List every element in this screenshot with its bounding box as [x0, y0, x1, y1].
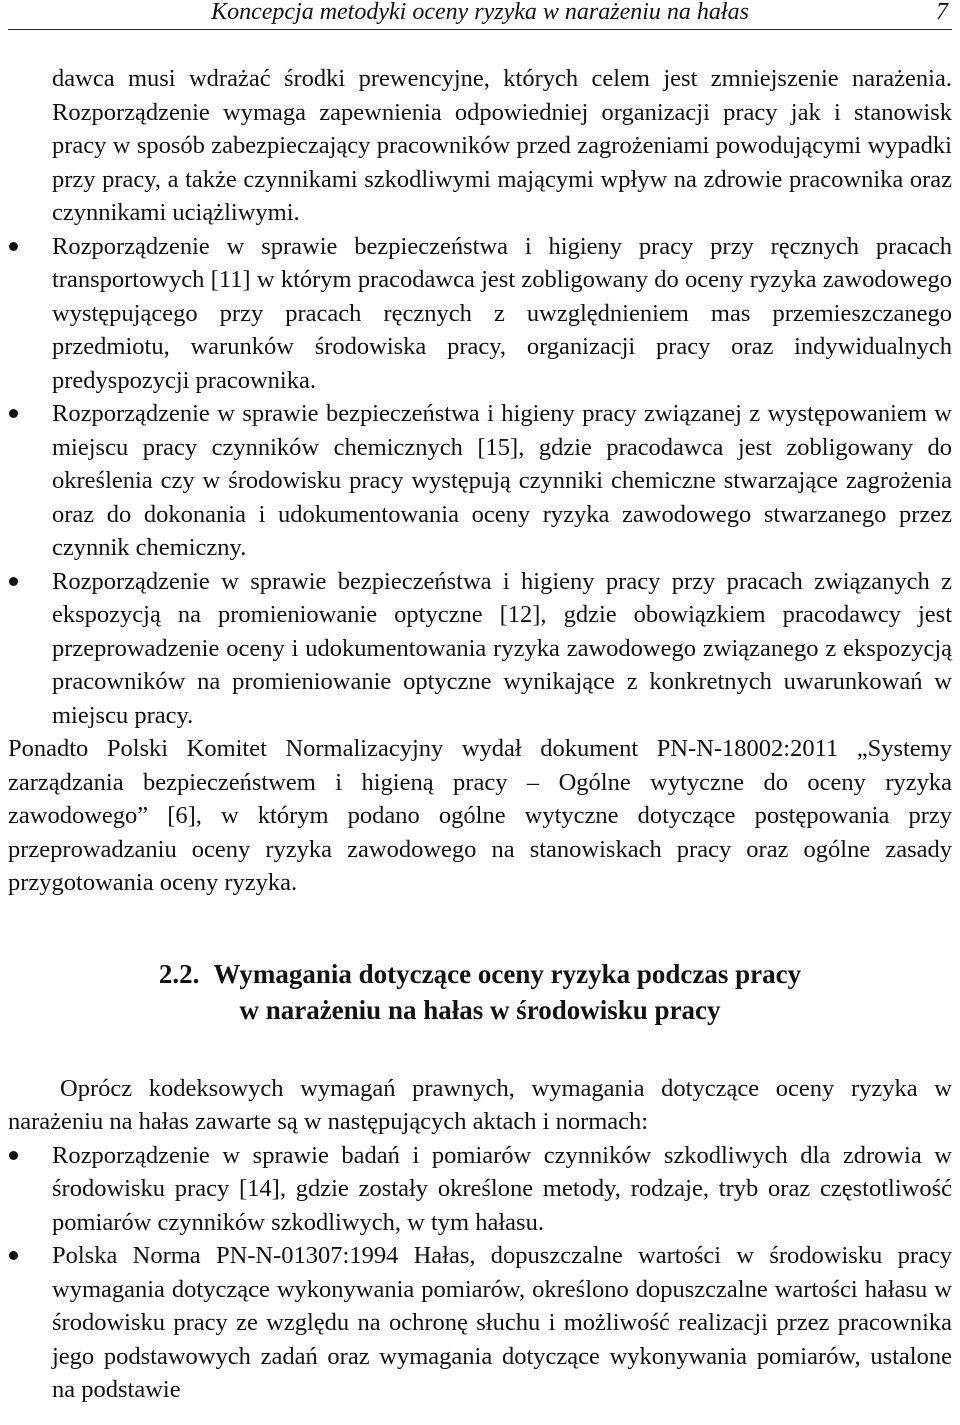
bullet-icon [9, 1251, 18, 1260]
list-item [8, 1139, 952, 1240]
list-item-text: Polska Norma PN-N-01307:1994 Hałas, dopuszczalne wartości w środowisku pracy wymagania dotyczące wykonywania pomiarów, określono dopuszczalne wartości hałasu w środowisku pracy ze względu na ochronę słuchu i możliwość realizacji przez pracownika jego podstawowych zadań oraz wymagania dotyczące wykonywania pomiarów, ustalone na podstawie [52, 1242, 952, 1403]
noise-regulations-list [8, 1139, 952, 1407]
regulations-list [8, 230, 952, 733]
list-item-text: Rozporządzenie w sprawie bezpieczeństwa i higieny pracy przy pracach związanych z ekspozycją na promieniowanie optyczne [12], gdzie obowiązkiem pracodawcy jest przeprowadzenie oceny i udokumentowania ryzyka zawodowego związanego z ekspozycją pracowników na promieniowanie optyczne wynikające z konkretnych uwarunkowań w miejscu pracy. [52, 567, 952, 729]
bullet-icon [9, 242, 18, 251]
list-item-text: Rozporządzenie w sprawie bezpieczeństwa i higieny pracy związanej z występowaniem w miejscu pracy czynników chemicznych [15], gdzie pracodawca jest zobligowany do określenia czy w środowisku pracy występują czynniki chemiczne stwarzające zagrożenia oraz do dokonania i udokumentowania oceny ryzyka zawodowego stwarzanego przez czynnik chemiczny. [52, 400, 952, 561]
continuation-paragraph: dawca musi wdrażać środki prewencyjne, których celem jest zmniejszenie narażenia. Rozporządzenie wymaga zapewnienia odpowiedniej organizacji pracy jak i stanowisk pracy w sposób zabezpieczający pracowników przed zagrożeniami powodującymi wypadki przy pracy, a także czynnikami szkodliwymi mającymi wpływ na zdrowie pracownika oraz czynnikami uciążliwymi. [52, 65, 952, 226]
running-header [8, 0, 952, 30]
bullet-icon [9, 577, 18, 586]
bullet-icon [9, 409, 18, 418]
section-number: 2.2. [158, 958, 200, 989]
standard-paragraph: Ponadto Polski Komitet Normalizacyjny wydał dokument PN-N-18002:2011 „Systemy zarządzania bezpieczeństwem i higieną pracy – Ogólne wytyczne do oceny ryzyka zawodowego” [6], w którym podano ogólne wytyczne dotyczące postępowania przy przeprowadzaniu oceny ryzyka zawodowego na stanowiskach pracy oraz ogólne zasady przygotowania oceny ryzyka. [8, 735, 952, 896]
list-item-text: Rozporządzenie w sprawie badań i pomiarów czynników szkodliwych dla zdrowia w środowisku pracy [14], gdzie zostały określone metody, rodzaje, tryb oraz częstotliwość pomiarów czynników szkodliwych, w tym hałasu. [52, 1141, 952, 1236]
list-item [8, 230, 952, 398]
section-title-line1: Wymagania dotyczące oceny ryzyka podczas pracy [213, 958, 802, 989]
list-item [8, 1239, 952, 1407]
section-title-line2: w narażeniu na hałas w środowisku pracy [239, 994, 721, 1025]
list-item [8, 397, 952, 565]
section-heading [8, 956, 952, 1028]
header-title: Koncepcja metodyki oceny ryzyka w narażeniu na hałas [211, 0, 749, 25]
page-number: 7 [936, 0, 948, 25]
list-item-text: Rozporządzenie w sprawie bezpieczeństwa i higieny pracy przy ręcznych pracach transportowych [11] w którym pracodawca jest zobligowany do oceny ryzyka zawodowego występującego przy pracach ręcznych z uwzględnieniem mas przemieszczanego przedmiotu, warunków środowiska pracy, organizacji pracy oraz indywidualnych predyspozycji pracownika. [52, 232, 952, 394]
bullet-icon [9, 1151, 18, 1160]
list-item [8, 565, 952, 733]
intro-paragraph: Oprócz kodeksowych wymagań prawnych, wymagania dotyczące oceny ryzyka w narażeniu na hałas zawarte są w następujących aktach i normach: [8, 1074, 952, 1135]
page-content [8, 62, 952, 1407]
